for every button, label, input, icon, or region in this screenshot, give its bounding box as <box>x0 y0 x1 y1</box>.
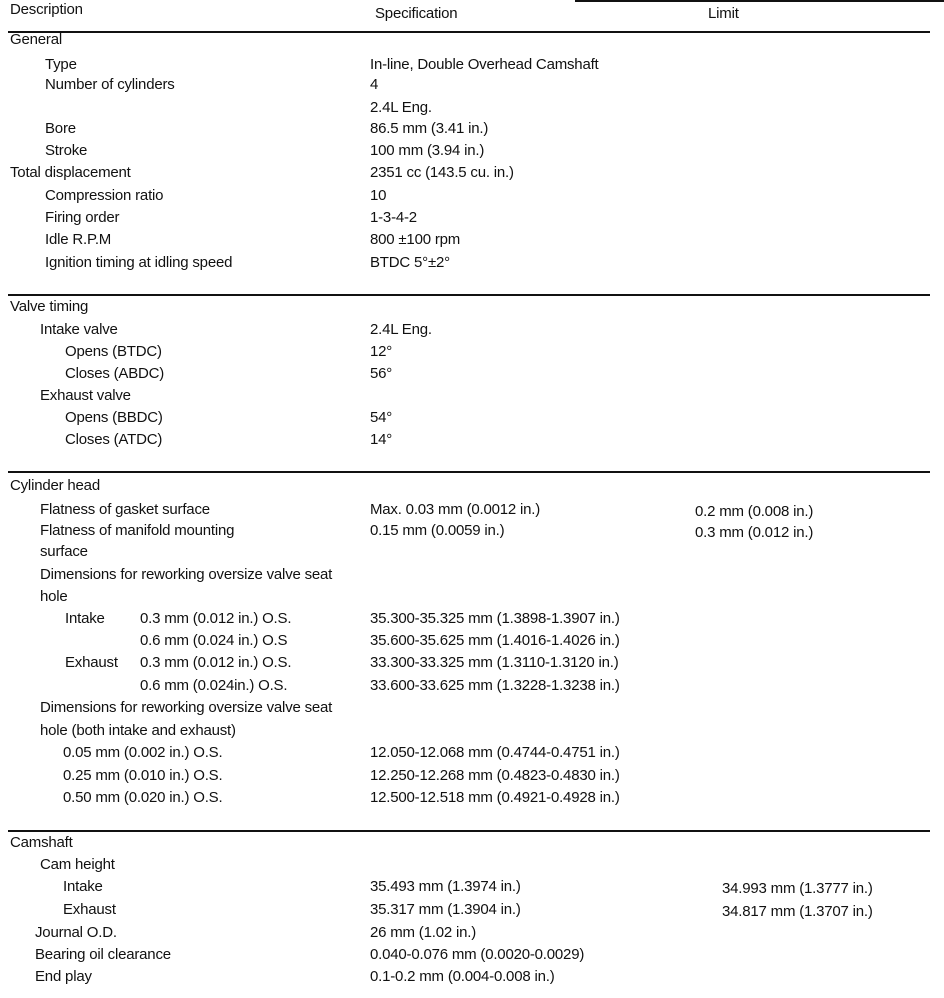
section-title: General <box>10 31 62 48</box>
row-description: 0.25 mm (0.010 in.) O.S. <box>63 767 223 784</box>
row-description: Flatness of gasket surface <box>40 501 210 518</box>
column-header-limit: Limit <box>708 5 739 22</box>
row-specification: 14° <box>370 431 393 448</box>
row-description: Type <box>45 56 77 73</box>
column-header-specification: Specification <box>375 5 458 22</box>
row-limit: 34.817 mm (1.3707 in.) <box>722 903 873 920</box>
row-description: Compression ratio <box>45 187 164 204</box>
row-specification: 2.4L Eng. <box>370 321 432 338</box>
row-specification: 10 <box>370 187 387 204</box>
row-description: Dimensions for reworking oversize valve seat <box>40 699 333 716</box>
row-description: Idle R.P.M <box>45 231 112 248</box>
row-description: Bearing oil clearance <box>35 946 171 963</box>
row-description: Exhaust <box>63 901 116 918</box>
row-specification: 33.600-33.625 mm (1.3228-1.3238 in.) <box>370 677 620 694</box>
row-description: Intake <box>63 878 103 895</box>
section-divider <box>8 471 930 473</box>
row-description: Closes (ABDC) <box>65 365 165 382</box>
row-description: Intake valve <box>40 321 118 338</box>
row-specification: 12.050-12.068 mm (0.4744-0.4751 in.) <box>370 744 620 761</box>
row-description: Dimensions for reworking oversize valve seat <box>40 566 333 583</box>
row-description: Flatness of manifold mounting <box>40 522 235 539</box>
row-description: Exhaust valve <box>40 387 131 404</box>
row-specification: 54° <box>370 409 393 426</box>
row-specification: 12° <box>370 343 393 360</box>
row-limit: 0.2 mm (0.008 in.) <box>695 503 814 520</box>
row-description: hole <box>40 588 68 605</box>
row-specification: 2351 cc (143.5 cu. in.) <box>370 164 514 181</box>
row-description: Total displacement <box>10 164 131 181</box>
row-specification: 26 mm (1.02 in.) <box>370 924 477 941</box>
row-sub-description: 0.6 mm (0.024in.) O.S. <box>140 677 288 694</box>
row-description: hole (both intake and exhaust) <box>40 722 236 739</box>
row-specification: 4 <box>370 76 379 93</box>
row-description: Bore <box>45 120 76 137</box>
row-specification: 0.040-0.076 mm (0.0020-0.0029) <box>370 946 585 963</box>
row-description: Number of cylinders <box>45 76 175 93</box>
row-limit: 34.993 mm (1.3777 in.) <box>722 880 873 897</box>
row-specification: 0.15 mm (0.0059 in.) <box>370 522 505 539</box>
row-specification: 56° <box>370 365 393 382</box>
header-rule <box>8 31 930 33</box>
row-description: Ignition timing at idling speed <box>45 254 233 271</box>
row-specification: In-line, Double Overhead Camshaft <box>370 56 599 73</box>
row-sub-description: 0.6 mm (0.024 in.) O.S <box>140 632 288 649</box>
section-title: Valve timing <box>10 298 89 315</box>
column-header-description: Description <box>10 1 83 18</box>
row-description: Opens (BBDC) <box>65 409 163 426</box>
row-specification: 12.250-12.268 mm (0.4823-0.4830 in.) <box>370 767 620 784</box>
row-description: surface <box>40 543 88 560</box>
header-top-rule <box>575 0 944 2</box>
row-description: Closes (ATDC) <box>65 431 163 448</box>
row-specification: 35.300-35.325 mm (1.3898-1.3907 in.) <box>370 610 620 627</box>
row-specification: 35.317 mm (1.3904 in.) <box>370 901 521 918</box>
row-sub-description: 0.3 mm (0.012 in.) O.S. <box>140 654 292 671</box>
row-specification: 35.600-35.625 mm (1.4016-1.4026 in.) <box>370 632 620 649</box>
row-specification: 2.4L Eng. <box>370 99 432 116</box>
row-specification: Max. 0.03 mm (0.0012 in.) <box>370 501 541 518</box>
row-specification: BTDC 5°±2° <box>370 254 450 271</box>
row-specification: 86.5 mm (3.41 in.) <box>370 120 489 137</box>
section-title: Camshaft <box>10 834 73 851</box>
section-title: Cylinder head <box>10 477 100 494</box>
row-specification: 35.493 mm (1.3974 in.) <box>370 878 521 895</box>
row-description: End play <box>35 968 92 985</box>
row-description: 0.05 mm (0.002 in.) O.S. <box>63 744 223 761</box>
row-description: Opens (BTDC) <box>65 343 162 360</box>
row-specification: 1-3-4-2 <box>370 209 417 226</box>
row-specification: 33.300-33.325 mm (1.3110-1.3120 in.) <box>370 654 619 671</box>
section-divider <box>8 294 930 296</box>
row-description: Firing order <box>45 209 120 226</box>
row-limit: 0.3 mm (0.012 in.) <box>695 524 814 541</box>
row-description: Exhaust <box>65 654 118 671</box>
row-description: Intake <box>65 610 105 627</box>
row-description: 0.50 mm (0.020 in.) O.S. <box>63 789 223 806</box>
row-specification: 800 ±100 rpm <box>370 231 461 248</box>
row-specification: 12.500-12.518 mm (0.4921-0.4928 in.) <box>370 789 620 806</box>
section-divider <box>8 830 930 832</box>
row-description: Journal O.D. <box>35 924 117 941</box>
row-sub-description: 0.3 mm (0.012 in.) O.S. <box>140 610 292 627</box>
row-specification: 100 mm (3.94 in.) <box>370 142 485 159</box>
row-specification: 0.1-0.2 mm (0.004-0.008 in.) <box>370 968 555 985</box>
row-description: Stroke <box>45 142 88 159</box>
row-description: Cam height <box>40 856 115 873</box>
